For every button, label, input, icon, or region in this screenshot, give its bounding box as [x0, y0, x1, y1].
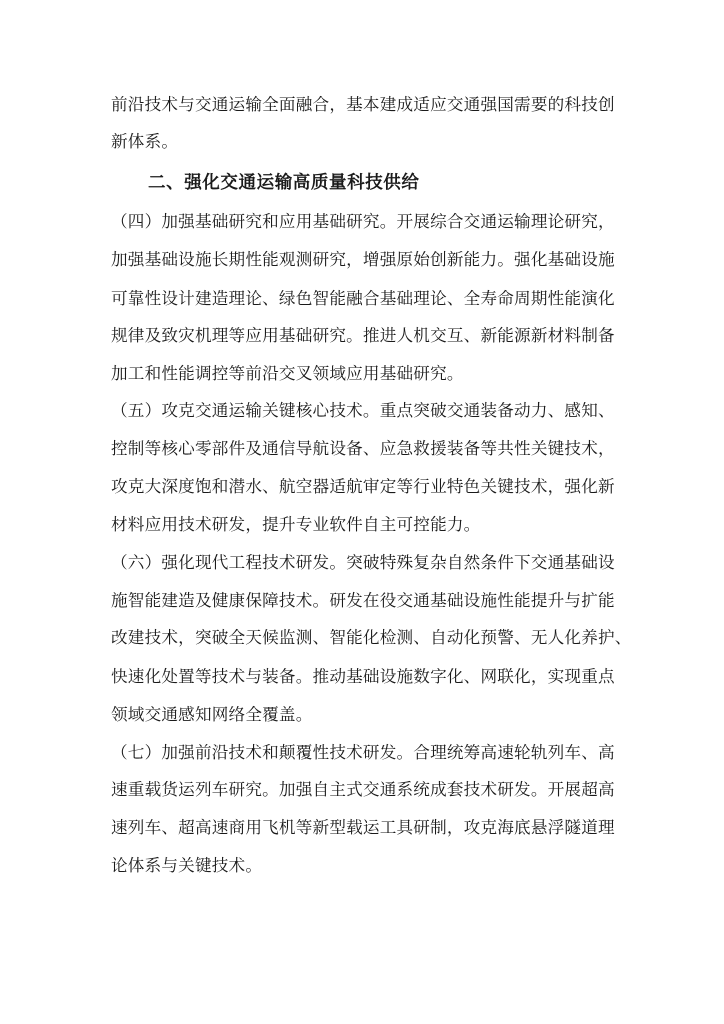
para4-line-4: 规律及致灾机理等应用基础研究。推进人机交互、新能源新材料制备 [111, 326, 615, 345]
para5-line-4: 材料应用技术研发，提升专业软件自主可控能力。 [111, 515, 481, 534]
para4-line-1: （四）加强基础研究和应用基础研究。开展综合交通运输理论研究， [111, 212, 615, 231]
para7-line-3: 速列车、超高速商用飞机等新型载运工具研制，攻克海底悬浮隧道理 [111, 818, 615, 837]
intro-line-2: 新体系。 [111, 132, 179, 151]
para4-line-5: 加工和性能调控等前沿交叉领域应用基础研究。 [111, 364, 464, 383]
para6-line-3: 改建技术，突破全天候监测、智能化检测、自动化预警、无人化养护、 [111, 628, 632, 647]
para7-line-2: 速重载货运列车研究。加强自主式交通系统成套技术研发。开展超高 [111, 780, 615, 799]
para6-line-2: 施智能建造及健康保障技术。研发在役交通基础设施性能提升与扩能 [111, 591, 615, 610]
para6-line-4: 快速化处置等技术与装备。推动基础设施数字化、网联化，实现重点 [111, 667, 615, 686]
para6-line-5: 领域交通感知网络全覆盖。 [111, 705, 313, 724]
para5-line-2: 控制等核心零部件及通信导航设备、应急救援装备等共性关键技术， [111, 439, 615, 458]
para5-line-1: （五）攻克交通运输关键核心技术。重点突破交通装备动力、感知、 [111, 401, 615, 420]
para4-line-3: 可靠性设计建造理论、绿色智能融合基础理论、全寿命周期性能演化 [111, 289, 615, 308]
para7-line-1: （七）加强前沿技术和颠覆性技术研发。合理统筹高速轮轨列车、高 [111, 743, 615, 762]
intro-line-1: 前沿技术与交通运输全面融合，基本建成适应交通强国需要的科技创 [111, 95, 615, 114]
para5-line-3: 攻克大深度饱和潜水、航空器适航审定等行业特色关键技术，强化新 [111, 477, 615, 496]
para4-line-2: 加强基础设施长期性能观测研究，增强原始创新能力。强化基础设施 [111, 250, 615, 269]
para6-line-1: （六）强化现代工程技术研发。突破特殊复杂自然条件下交通基础设 [111, 553, 615, 572]
section-heading: 二、强化交通运输高质量科技供给 [148, 173, 420, 193]
para7-line-4: 论体系与关键技术。 [111, 856, 263, 875]
